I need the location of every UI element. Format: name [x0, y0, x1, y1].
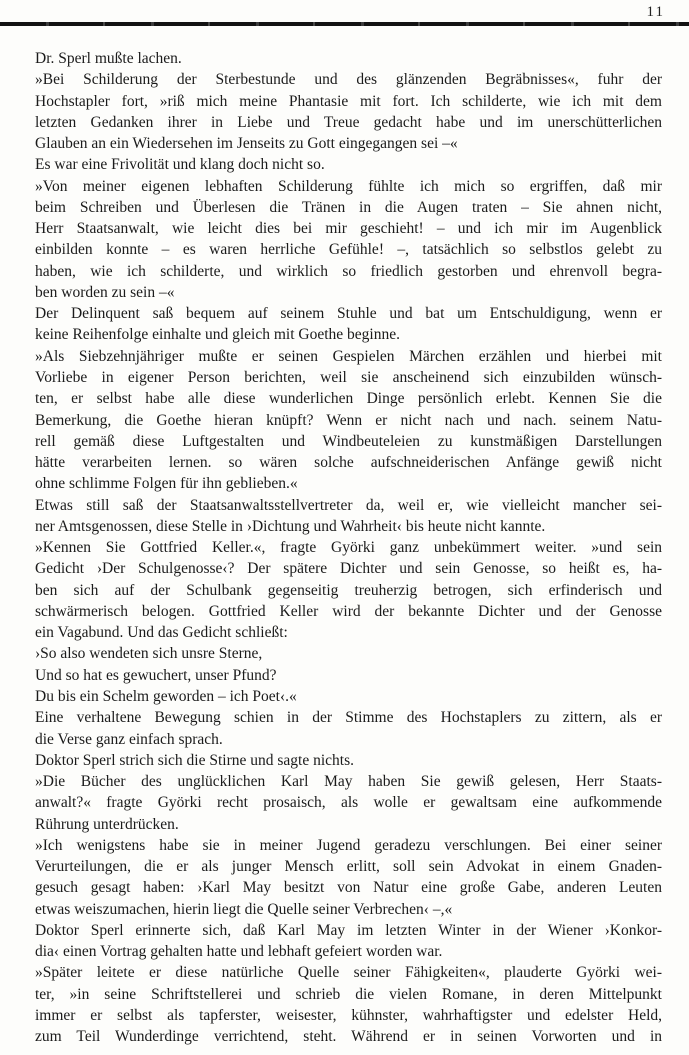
text-line: Und so hat es gewuchert, unser Pfund? — [35, 666, 277, 684]
text-line: etwas weiszumachen, hierin liegt die Quelle seiner Verbrechen‹ –,« — [35, 900, 453, 918]
text-line: »Als Siebzehnjähriger mußte er seinen Gespielen Märchen erzählen und hierbei mit — [35, 347, 662, 365]
text-line: Hochstapler fort, »riß mich meine Phantasie mit fort. Ich schilderte, wie ich mit dem — [35, 92, 662, 110]
text-line: Doktor Sperl strich sich die Stirne und sagte nichts. — [35, 751, 354, 769]
text-line: rell gemäß diese Luftgestalten und Windbeuteleien zu kunstmäßigen Darstellungen — [35, 432, 662, 450]
page-header — [0, 0, 689, 22]
text-line: ten, er selbst habe alle diese wunderlichen Dinge persönlich erlebt. Kennen Sie die — [35, 390, 662, 408]
text-line: »Ich wenigstens habe sie in meiner Jugend geradezu verschlungen. Bei einer seiner — [35, 836, 662, 854]
text-line: die Verse ganz einfach sprach. — [35, 730, 223, 748]
text-line: ben sich auf der Schulbank gegenseitig treuherzig betrogen, sich erfinderisch und — [35, 581, 662, 599]
text-line: ohne schlimme Folgen für ihn geblieben.« — [35, 475, 298, 493]
header-rule — [0, 22, 689, 26]
text-line: »Später leitete er diese natürliche Quelle seiner Fähigkeiten«, plauderte Györki wei- — [35, 964, 662, 982]
text-line: zum Teil Wunderdinge verrichtend, steht. Während er in seinen Vorworten und in — [35, 1028, 662, 1046]
text-line: Etwas still saß der Staatsanwaltsstellvertreter da, weil er, wie vielleicht mancher sei- — [35, 496, 662, 514]
text-line: ben worden zu sein –« — [35, 283, 175, 301]
text-line: Rührung unterdrücken. — [35, 815, 179, 833]
text-line: immer er selbst als tapferster, weisester, kühnster, wahrhaftigster und edelster Held, — [35, 1006, 662, 1024]
text-line: Du bis ein Schelm geworden – ich Poet‹.« — [35, 687, 297, 705]
text-line: Dr. Sperl mußte lachen. — [35, 50, 182, 67]
text-line: ein Vagabund. Und das Gedicht schließt: — [35, 624, 288, 642]
text-line: »Bei Schilderung der Sterbestunde und des glänzenden Begräbnisses«, fuhr der — [35, 71, 662, 89]
text-line: ter, »in seine Schriftstellerei und schrieb die vielen Romane, in deren Mittelpunkt — [35, 985, 662, 1003]
text-line: Herr Staatsanwalt, wie leicht dies bei mir geschieht! – und ich mir im Augenblick — [35, 220, 662, 238]
text-line: »Kennen Sie Gottfried Keller.«, fragte Györki ganz unbekümmert weiter. »und sein — [35, 539, 662, 557]
text-line: beim Schreiben und Überlesen die Tränen in die Augen traten – Sie ahnen nicht, — [35, 198, 662, 216]
text-line: Es war eine Frivolität und klang doch nicht so. — [35, 156, 325, 174]
text-line: anwalt?« fragte Györki recht prosaisch, als wolle er gewaltsam eine aufkommende — [35, 794, 662, 812]
text-line: Vorliebe in eigener Person berichten, weil sie anscheinend sich einzubilden wünsch- — [35, 368, 662, 386]
text-line: hätte verarbeiten lernen. so wären solche aufschneiderischen Anfänge gewiß nicht — [35, 454, 662, 472]
text-line: »Die Bücher des unglücklichen Karl May haben Sie gewiß gelesen, Herr Staats- — [35, 773, 662, 791]
text-line: schwärmerisch belogen. Gottfried Keller wird der bekannte Dichter und der Genosse — [35, 602, 662, 620]
text-line: Gedicht ›Der Schulgenosse‹? Der spätere Dichter und sein Genosse, so heißt es, ha- — [35, 560, 662, 578]
text-line: ›So also wendeten sich unsre Sterne, — [35, 645, 263, 663]
text-line: Doktor Sperl erinnerte sich, daß Karl May im letzten Winter in der Wiener ›Konkor- — [35, 921, 662, 939]
body-text — [35, 48, 662, 1047]
text-line: Glauben an ein Wiedersehen im Jenseits zu Gott eingegangen sei –« — [35, 135, 458, 153]
text-line: Verurteilungen, die er als junger Mensch erlitt, soll sein Advokat in einem Gnaden- — [35, 858, 662, 876]
page-number: 11 — [646, 4, 665, 20]
text-line: haben, wie ich schilderte, und wirklich so friedlich gestorben und ehrenvoll begra- — [35, 262, 662, 280]
text-line: keine Reihenfolge einhalte und gleich mit Goethe beginne. — [35, 326, 400, 344]
text-line: Der Delinquent saß bequem auf seinem Stuhle und bat um Entschuldigung, wenn er — [35, 305, 662, 323]
text-line: ner Amtsgenossen, diese Stelle in ›Dichtung und Wahrheit‹ bis heute nicht kannte. — [35, 517, 546, 535]
text-line: gesuch gesagt haben: ›Karl May besitzt von Natur eine große Gabe, anderen Leuten — [35, 879, 662, 897]
text-line: »Von meiner eigenen lebhaften Schilderung fühlte ich mich so ergriffen, daß mir — [35, 177, 662, 195]
text-line: dia‹ einen Vortrag gehalten hatte und lebhaft gefeiert worden war. — [35, 943, 443, 961]
text-line: einbilden konnte – es waren herrliche Gefühle! –, tatsächlich so selbstlos gelebt zu — [35, 241, 662, 259]
text-line: Eine verhaltene Bewegung schien in der Stimme des Hochstaplers zu zittern, als er — [35, 709, 662, 727]
text-line: Bemerkung, die Goethe hieran knüpft? Wenn er nicht nach und nach. seinem Natu- — [35, 411, 662, 429]
text-line: letzten Gedanken ihrer in Liebe und Treue gedacht habe und im unerschütterlichen — [35, 113, 662, 131]
